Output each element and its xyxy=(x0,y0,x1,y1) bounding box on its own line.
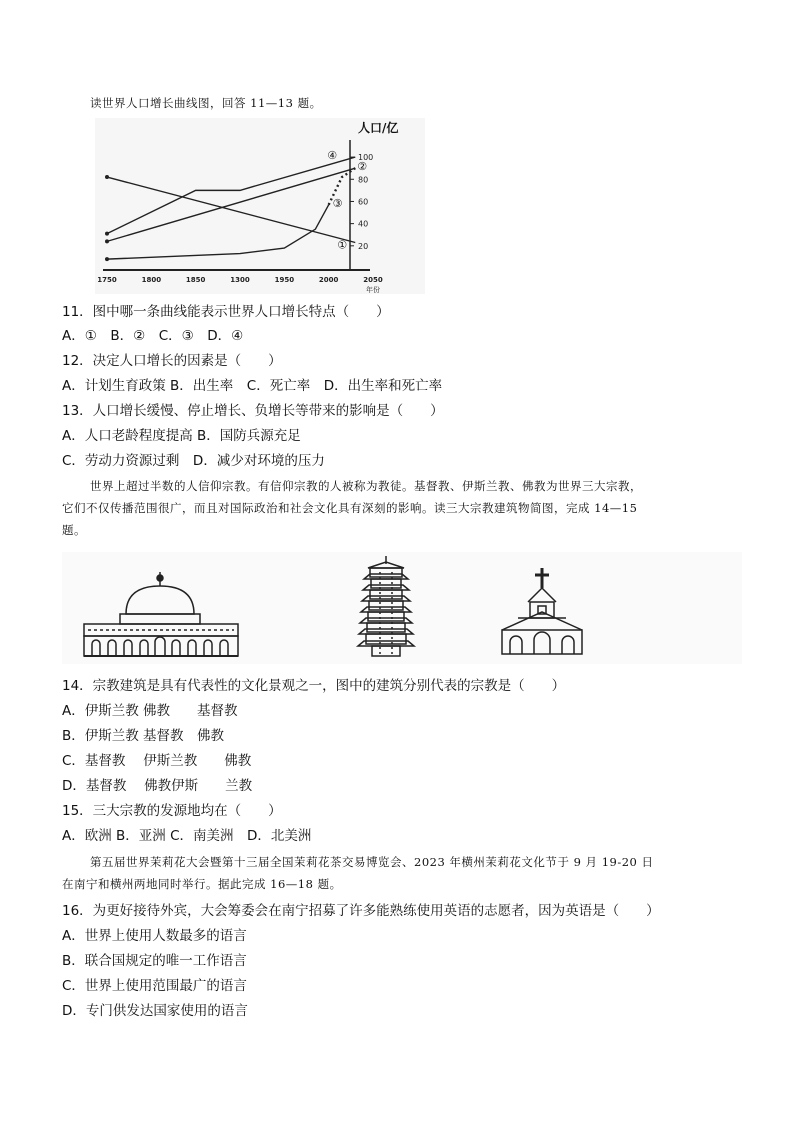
x-tick-label: 2000 xyxy=(318,276,339,284)
series-point xyxy=(105,239,109,243)
x-tick-label: 1750 xyxy=(97,276,117,284)
q16-option-c: C．世界上使用范围最广的语言 xyxy=(62,978,247,994)
intro-q14-15 xyxy=(62,475,742,541)
y-tick-label: 40 xyxy=(358,219,369,229)
q13-options-ab: A．人口老龄程度提高 B．国防兵源充足 xyxy=(62,428,301,444)
q15-stem: 15．三大宗教的发源地均在（ ） xyxy=(62,803,282,819)
x-tick-label: 1300 xyxy=(230,276,250,284)
intro-q14-15-line1: 世界上超过半数的人信仰宗教。有信仰宗教的人被称为教徒。基督教、伊斯兰教、佛教为世界三大宗教， xyxy=(90,479,642,493)
y-tick-label: 60 xyxy=(358,197,369,207)
q16-option-d: D．专门供发达国家使用的语言 xyxy=(62,1003,248,1019)
x-axis-label: 年份 xyxy=(366,286,380,294)
q15-options: A．欧洲 B．亚洲 C．南美洲 D．北美洲 xyxy=(62,828,312,844)
series-label: ② xyxy=(357,160,368,174)
intro-q16-18 xyxy=(62,851,742,895)
series-label: ① xyxy=(337,238,348,252)
series-point xyxy=(105,175,109,179)
q14-option-c: C．基督教 伊斯兰教 佛教 xyxy=(62,753,252,769)
q16-stem: 16．为更好接待外宾，大会筹委会在南宁招募了许多能熟练使用英语的志愿者，因为英语是（ ） xyxy=(62,903,660,919)
intro-q11-13 xyxy=(62,92,742,114)
q13-stem: 13．人口增长缓慢、停止增长、负增长等带来的影响是（ ） xyxy=(62,403,444,419)
q12-stem: 12．决定人口增长的因素是（ ） xyxy=(62,353,282,369)
intro-q14-15-line3: 题。 xyxy=(62,523,86,537)
q14-option-a: A．伊斯兰教 佛教 基督教 xyxy=(62,703,238,719)
y-tick-label: 80 xyxy=(358,175,369,185)
q14-option-b: B．伊斯兰教 基督教 佛教 xyxy=(62,728,225,744)
series-point xyxy=(105,232,109,236)
q11-stem: 11．图中哪一条曲线能表示世界人口增长特点（ ） xyxy=(62,304,390,320)
q14-stem: 14．宗教建筑是具有代表性的文化景观之一，图中的建筑分别代表的宗教是（ ） xyxy=(62,678,566,694)
x-tick-label: 1800 xyxy=(141,276,162,284)
q14-option-d: D．基督教 佛教伊斯 兰教 xyxy=(62,778,253,794)
q12-options: A．计划生育政策 B．出生率 C．死亡率 D．出生率和死亡率 xyxy=(62,378,443,394)
series-point xyxy=(105,257,109,261)
q13-options-cd: C．劳动力资源过剩 D．减少对环境的压力 xyxy=(62,453,325,469)
q11-options: A．① B．② C．③ D．④ xyxy=(62,328,244,344)
y-tick-label: 100 xyxy=(358,153,374,163)
x-tick-label: 2050 xyxy=(363,276,383,284)
series-label: ④ xyxy=(327,149,338,163)
x-tick-label: 1950 xyxy=(274,276,295,284)
x-tick-label: 1850 xyxy=(185,276,206,284)
population-chart xyxy=(95,118,425,294)
intro-q16-18-line2: 在南宁和横州两地同时举行。据此完成 16—18 题。 xyxy=(62,877,342,891)
series-label: ③ xyxy=(332,196,343,210)
religious-buildings-figure xyxy=(62,552,742,664)
intro-q14-15-line2: 它们不仅传播范围很广，而且对国际政治和社会文化具有深刻的影响。读三大宗教建筑物简图，完成 14—15 xyxy=(62,501,638,515)
intro-q16-18-line1: 第五届世界茉莉花大会暨第十三届全国茉莉花茶交易博览会、2023 年横州茉莉花文化节于 9 月 19-20 日 xyxy=(90,855,654,869)
y-axis-label: 人口/亿 xyxy=(358,121,399,135)
q16-option-b: B．联合国规定的唯一工作语言 xyxy=(62,953,247,969)
q16-option-a: A．世界上使用人数最多的语言 xyxy=(62,928,247,944)
intro-q11-13-text: 读世界人口增长曲线图，回答 11—13 题。 xyxy=(90,96,322,110)
chart-background xyxy=(95,118,425,294)
y-tick-label: 20 xyxy=(358,241,369,251)
